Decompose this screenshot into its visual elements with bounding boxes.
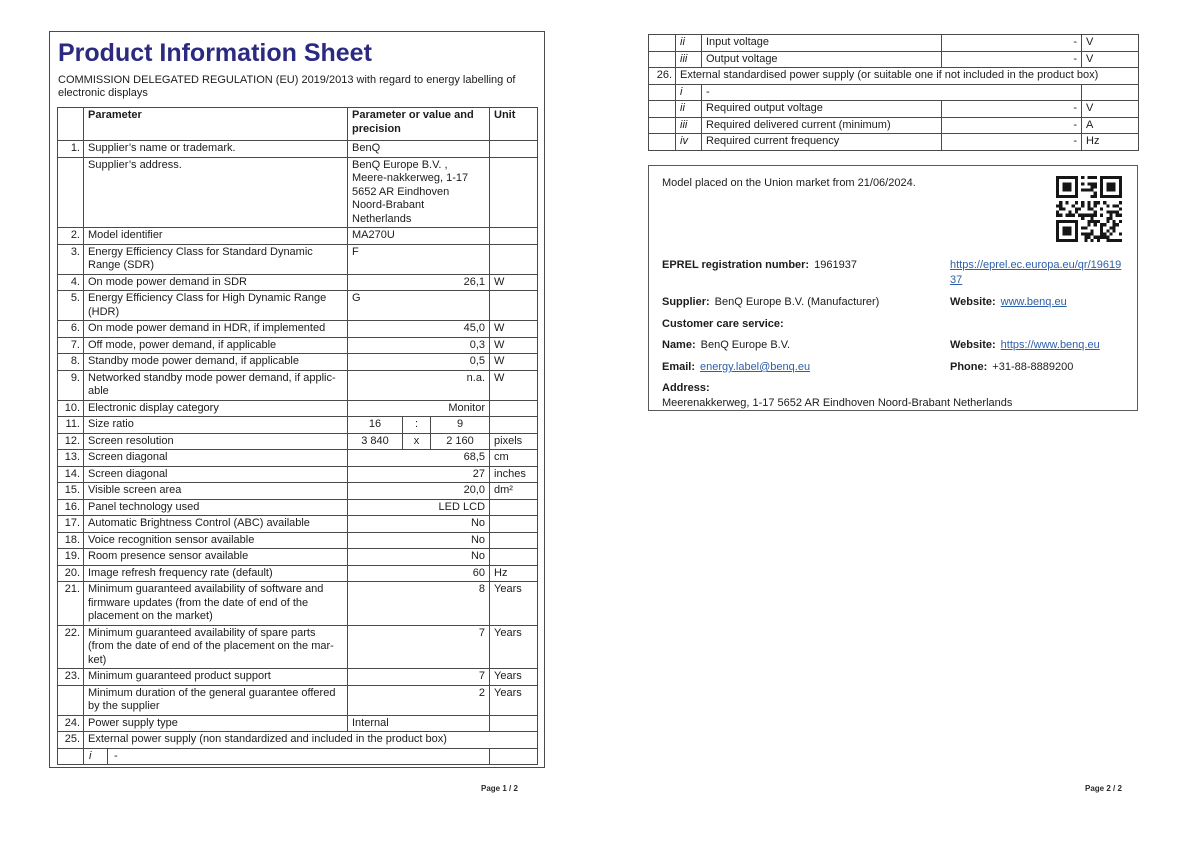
cell-unit: inches	[490, 466, 538, 483]
address-value: Meerenakkerweg, 1-17 5652 AR Eindhoven Noord-Brabant Netherlands	[662, 397, 1013, 409]
table-row	[58, 370, 538, 400]
cell-unit	[490, 244, 538, 274]
cell-unit: W	[490, 370, 538, 400]
page-1	[49, 31, 545, 768]
cell-value-b: 9	[431, 417, 490, 434]
cell-num: 20.	[58, 565, 84, 582]
cell-unit: cm	[490, 450, 538, 467]
cell-value: MA270U	[348, 228, 490, 245]
cell-parameter: Screen diagonal	[84, 466, 348, 483]
cell-num	[58, 157, 84, 228]
cell-roman-index: ii	[676, 101, 702, 118]
table-row	[58, 565, 538, 582]
cell-parameter: Off mode, power demand, if applicable	[84, 337, 348, 354]
cell-parameter: Automatic Brightness Control (ABC) available	[84, 516, 348, 533]
cell-unit	[490, 499, 538, 516]
cell-unit	[490, 715, 538, 732]
cell-parameter: Model identifier	[84, 228, 348, 245]
cell-num: 18.	[58, 532, 84, 549]
cell-value: BenQ Europe B.V. , Meere-nakkerweg, 1-17 5652 AR Eindhoven Noord-Brabant Netherlands	[348, 157, 490, 228]
table-row	[58, 532, 538, 549]
website2-label: Website:	[950, 339, 996, 351]
cell-num: 4.	[58, 274, 84, 291]
cell-unit: A	[1082, 117, 1139, 134]
cell-value: 0,3	[348, 337, 490, 354]
table-row	[649, 68, 1139, 85]
cell-roman-index: i	[676, 84, 702, 101]
page1-footer: Page 1 / 2	[481, 784, 518, 793]
cell-value: 45,0	[348, 321, 490, 338]
phone-label: Phone:	[950, 361, 988, 373]
cell-num: 13.	[58, 450, 84, 467]
cell-parameter: Networked standby mode power demand, if applic-able	[84, 370, 348, 400]
cell-unit: W	[490, 354, 538, 371]
name-row	[662, 338, 1124, 352]
eprel-link[interactable]: https://eprel.ec.europa.eu/qr/1961937	[950, 259, 1122, 286]
cell-unit	[490, 748, 538, 765]
cell-parameter: Visible screen area	[84, 483, 348, 500]
cell-unit	[490, 157, 538, 228]
cell-unit: dm²	[490, 483, 538, 500]
cell-parameter: Panel technology used	[84, 499, 348, 516]
table-row	[649, 35, 1139, 52]
market-date-line: Model placed on the Union market from 21/06/2024.	[662, 177, 916, 189]
cell-num: 23.	[58, 669, 84, 686]
cell-roman-index: iv	[676, 134, 702, 151]
cell-parameter: Power supply type	[84, 715, 348, 732]
cell-parameter: Image refresh frequency rate (default)	[84, 565, 348, 582]
name-label: Name:	[662, 339, 696, 351]
cell-value-sep: :	[403, 417, 431, 434]
cell-unit	[490, 549, 538, 566]
table-header-row	[58, 108, 538, 141]
eprel-value: 1961937	[814, 259, 857, 271]
cell-parameter: On mode power demand in HDR, if implemented	[84, 321, 348, 338]
cell-parameter: Standby mode power demand, if applicable	[84, 354, 348, 371]
cell-value-b: 2 160	[431, 433, 490, 450]
cell-num	[58, 685, 84, 715]
cell-unit: Years	[490, 625, 538, 669]
cell-parameter: Supplier’s name or trademark.	[84, 141, 348, 158]
sub-index: i	[84, 749, 108, 765]
table-row	[58, 228, 538, 245]
cell-value: 68,5	[348, 450, 490, 467]
phone-value: +31-88-8889200	[992, 361, 1074, 373]
cell-unit	[490, 141, 538, 158]
header-parameter: Parameter	[84, 108, 348, 141]
table-row	[649, 51, 1139, 68]
cell-num: 25.	[58, 732, 84, 749]
cell-unit: Years	[490, 669, 538, 686]
customer-care-label: Customer care service:	[662, 318, 784, 330]
email-label: Email:	[662, 361, 696, 373]
cell-unit: pixels	[490, 433, 538, 450]
table-row	[58, 244, 538, 274]
address-label: Address:	[662, 382, 710, 394]
cell-parameter: Minimum duration of the general guarantee offered by the supplier	[84, 685, 348, 715]
cell-parameter: Energy Efficiency Class for High Dynamic Range (HDR)	[84, 291, 348, 321]
cell-value: -	[942, 101, 1082, 118]
cell-value: BenQ	[348, 141, 490, 158]
cell-value: 7	[348, 669, 490, 686]
table-row	[58, 732, 538, 749]
cell-parameter: Input voltage	[702, 35, 942, 52]
cell-value: LED LCD	[348, 499, 490, 516]
table-row	[58, 141, 538, 158]
cell-parameter: Screen resolution	[84, 433, 348, 450]
cell-value: No	[348, 549, 490, 566]
cell-parameter: Required output voltage	[702, 101, 942, 118]
cell-value: No	[348, 532, 490, 549]
cell-unit	[490, 532, 538, 549]
table-row	[58, 450, 538, 467]
cell-value: -	[942, 134, 1082, 151]
cell-value: n.a.	[348, 370, 490, 400]
supplier-value: BenQ Europe B.V. (Manufacturer)	[714, 296, 880, 308]
table-row	[58, 433, 538, 450]
cell-unit: V	[1082, 101, 1139, 118]
cell-value: 27	[348, 466, 490, 483]
page2-footer: Page 2 / 2	[1085, 784, 1122, 793]
table-row	[649, 117, 1139, 134]
cell-value: 8	[348, 582, 490, 626]
cell-num	[58, 748, 84, 765]
cell-value-sep: x	[403, 433, 431, 450]
cell-value-a: 16	[348, 417, 403, 434]
cell-roman-index: iii	[676, 117, 702, 134]
website-link[interactable]: www.benq.eu	[1000, 296, 1067, 308]
cell-roman-index: iii	[676, 51, 702, 68]
cell-roman-index: ii	[676, 35, 702, 52]
cell-unit	[1082, 84, 1139, 101]
table-row	[58, 516, 538, 533]
table-row	[649, 101, 1139, 118]
cell-parameter: Minimum guaranteed availability of spare parts (from the date of end of the placement on the mar-ket)	[84, 625, 348, 669]
cell-num: 26.	[649, 68, 676, 85]
cell-unit	[490, 228, 538, 245]
cell-num	[649, 84, 676, 101]
cell-unit	[490, 400, 538, 417]
cell-num: 10.	[58, 400, 84, 417]
cell-unit: W	[490, 274, 538, 291]
cell-value-a: 3 840	[348, 433, 403, 450]
cell-parameter: Size ratio	[84, 417, 348, 434]
eprel-row	[662, 258, 1124, 286]
cell-parameter: Room presence sensor available	[84, 549, 348, 566]
cell-parameter: Minimum guaranteed availability of software and firmware updates (from the date of end of the placement on the market)	[84, 582, 348, 626]
info-box	[648, 165, 1138, 411]
qr-code-icon	[1056, 176, 1122, 242]
cell-num: 5.	[58, 291, 84, 321]
email-row	[662, 360, 1124, 374]
cell-value: G	[348, 291, 490, 321]
cell-num: 15.	[58, 483, 84, 500]
table-row	[58, 417, 538, 434]
cell-value: 26,1	[348, 274, 490, 291]
cell-value: 60	[348, 565, 490, 582]
page-title: Product Information Sheet	[58, 39, 372, 67]
cell-num: 21.	[58, 582, 84, 626]
cell-value: -	[942, 51, 1082, 68]
cell-parameter: On mode power demand in SDR	[84, 274, 348, 291]
table-row	[58, 337, 538, 354]
cell-parameter: Supplier’s address.	[84, 157, 348, 228]
cell-num: 16.	[58, 499, 84, 516]
name-value: BenQ Europe B.V.	[700, 339, 791, 351]
cell-span: External standardised power supply (or suitable one if not included in the product box)	[676, 68, 1139, 85]
header-value: Parameter or value and precision	[348, 108, 490, 141]
table-row	[58, 400, 538, 417]
cell-unit: V	[1082, 51, 1139, 68]
cell-num: 3.	[58, 244, 84, 274]
cell-parameter: Required delivered current (minimum)	[702, 117, 942, 134]
table-row	[58, 354, 538, 371]
cell-num: 9.	[58, 370, 84, 400]
cell-num: 17.	[58, 516, 84, 533]
cell-value: Monitor	[348, 400, 490, 417]
cell-span: External power supply (non standardized and included in the product box)	[84, 732, 538, 749]
cell-num: 22.	[58, 625, 84, 669]
page1-table-body	[58, 141, 538, 765]
page2-table-body	[649, 35, 1139, 151]
sub-value: -	[114, 749, 118, 762]
email-link[interactable]: energy.label@benq.eu	[700, 361, 811, 373]
table-row	[58, 157, 538, 228]
page2-table	[648, 34, 1139, 151]
cell-num	[649, 51, 676, 68]
table-row	[58, 466, 538, 483]
cell-value: 2	[348, 685, 490, 715]
cell-unit: Years	[490, 582, 538, 626]
cell-num	[649, 134, 676, 151]
cell-value: 7	[348, 625, 490, 669]
cell-parameter: Electronic display category	[84, 400, 348, 417]
cell-num	[649, 117, 676, 134]
cell-value: Internal	[348, 715, 490, 732]
cell-value: 20,0	[348, 483, 490, 500]
cell-num: 2.	[58, 228, 84, 245]
table-row	[58, 582, 538, 626]
cell-num: 1.	[58, 141, 84, 158]
cell-sub	[84, 748, 490, 765]
cell-unit	[490, 516, 538, 533]
cell-value: 0,5	[348, 354, 490, 371]
table-row	[58, 483, 538, 500]
table-row	[58, 625, 538, 669]
cell-value: -	[942, 117, 1082, 134]
cell-num	[649, 35, 676, 52]
cell-num: 7.	[58, 337, 84, 354]
cell-parameter: Screen diagonal	[84, 450, 348, 467]
cell-unit: Years	[490, 685, 538, 715]
page1-table	[57, 107, 538, 765]
cell-num: 11.	[58, 417, 84, 434]
table-row	[58, 321, 538, 338]
cell-parameter: Voice recognition sensor available	[84, 532, 348, 549]
regulation-subtitle: COMMISSION DELEGATED REGULATION (EU) 2019/2013 with regard to energy labelling of electronic displays	[58, 74, 516, 99]
website-label: Website:	[950, 296, 996, 308]
cell-num: 8.	[58, 354, 84, 371]
website2-link[interactable]: https://www.benq.eu	[1000, 339, 1100, 351]
supplier-row	[662, 295, 1124, 309]
table-row	[649, 134, 1139, 151]
cell-unit: W	[490, 337, 538, 354]
table-row	[58, 715, 538, 732]
cell-value: No	[348, 516, 490, 533]
cell-num: 12.	[58, 433, 84, 450]
cell-num: 24.	[58, 715, 84, 732]
cell-unit: Hz	[490, 565, 538, 582]
cell-parameter: Output voltage	[702, 51, 942, 68]
cell-unit: W	[490, 321, 538, 338]
table-row	[58, 499, 538, 516]
cell-unit	[490, 417, 538, 434]
cell-num: 19.	[58, 549, 84, 566]
cell-parameter: Required current frequency	[702, 134, 942, 151]
table-row	[58, 669, 538, 686]
table-row	[58, 549, 538, 566]
cell-value: F	[348, 244, 490, 274]
cell-num: 6.	[58, 321, 84, 338]
cell-parameter: Minimum guaranteed product support	[84, 669, 348, 686]
cell-unit: V	[1082, 35, 1139, 52]
header-unit: Unit	[490, 108, 538, 141]
cell-value: -	[942, 35, 1082, 52]
table-row	[58, 274, 538, 291]
table-row	[58, 685, 538, 715]
cell-value: -	[702, 84, 1082, 101]
cell-num	[649, 101, 676, 118]
cell-parameter: Energy Efficiency Class for Standard Dynamic Range (SDR)	[84, 244, 348, 274]
cell-unit	[490, 291, 538, 321]
supplier-label: Supplier:	[662, 296, 710, 308]
table-row	[58, 291, 538, 321]
cell-unit: Hz	[1082, 134, 1139, 151]
table-row	[649, 84, 1139, 101]
eprel-label: EPREL registration number:	[662, 259, 810, 271]
cell-num: 14.	[58, 466, 84, 483]
table-row	[58, 748, 538, 765]
header-num-cell	[58, 108, 84, 141]
